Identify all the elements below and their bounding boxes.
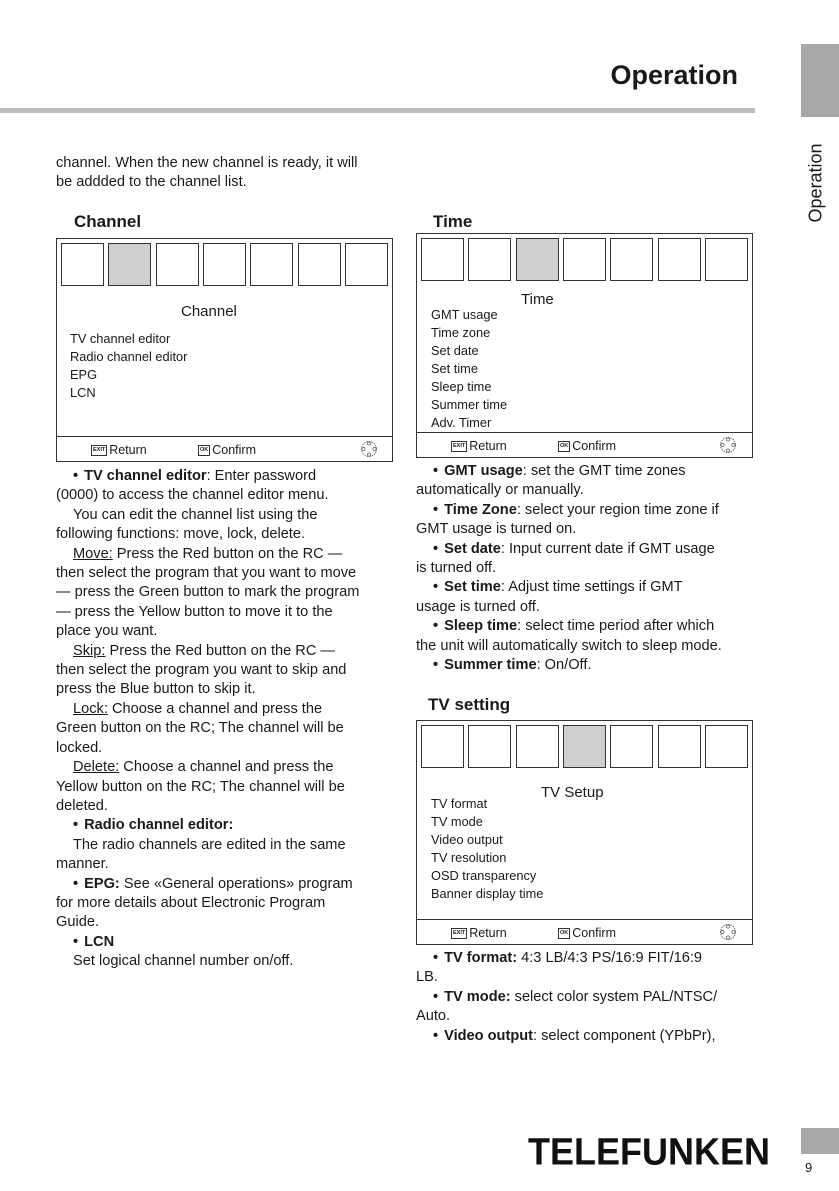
- text: : select component (YPbPr),: [533, 1027, 716, 1044]
- tv-setting-heading: TV setting: [428, 695, 511, 714]
- exit-key-icon: EXIT: [451, 441, 467, 452]
- text-line: locked.: [56, 739, 103, 756]
- tv-setting-description-text: [416, 949, 761, 1046]
- text: Press the Red button on the RC —: [105, 642, 336, 659]
- bullet-tv-channel-editor: • TV channel editor: Enter password: [73, 468, 317, 484]
- bullet-tv-format: • TV format: 4:3 LB/4:3 PS/16:9 FIT/16:9: [433, 950, 703, 966]
- term: TV channel editor: [84, 468, 207, 484]
- menu-tile: [705, 238, 748, 281]
- text-line: Set logical channel number on/off.: [73, 953, 294, 970]
- menu-tile: [468, 238, 511, 281]
- term: Video output: [444, 1027, 534, 1044]
- text-line: press the Blue button to skip it.: [56, 681, 256, 698]
- ok-key-icon: OK: [198, 445, 210, 456]
- term: Sleep time: [444, 618, 518, 635]
- menu-item-list: [70, 330, 187, 402]
- menu-tile: [61, 243, 104, 286]
- menu-tile-row: [61, 243, 388, 286]
- return-hint: [91, 443, 147, 457]
- menu-item: Set time: [431, 361, 478, 376]
- bullet-video-output: • Video output: select component (YPbPr),: [433, 1027, 716, 1044]
- term: GMT usage: [444, 463, 523, 479]
- menu-item: Set date: [431, 343, 479, 358]
- menu-tile-row: [421, 238, 748, 281]
- menu-tile-active: [108, 243, 151, 286]
- menu-tile: [203, 243, 246, 286]
- bullet-lcn: • LCN: [73, 933, 115, 950]
- text-line: is turned off.: [416, 560, 497, 577]
- menu-item: Sleep time: [431, 379, 492, 394]
- menu-item: Adv. Timer: [431, 415, 492, 430]
- menu-item: Time zone: [431, 325, 491, 340]
- menu-tile-row: [421, 725, 748, 768]
- exit-key-icon: EXIT: [451, 928, 467, 939]
- page-number: 9: [805, 1160, 813, 1175]
- return-label: Return: [109, 443, 147, 457]
- text-line: place you want.: [56, 623, 158, 640]
- side-section-label-text: Operation: [805, 143, 826, 223]
- bullet-set-date: • Set date: Input current date if GMT usage: [433, 540, 715, 557]
- menu-item: TV resolution: [431, 850, 507, 865]
- confirm-label: Confirm: [572, 439, 617, 453]
- term: EPG:: [84, 875, 120, 892]
- menu-tile: [345, 243, 388, 286]
- text-line: deleted.: [56, 797, 108, 814]
- text: : Input current date if GMT usage: [500, 540, 715, 557]
- term: TV format:: [444, 950, 518, 966]
- menu-tile: [298, 243, 341, 286]
- menu-title: Channel: [181, 303, 237, 320]
- ok-key-icon: OK: [558, 441, 570, 452]
- text-line: Guide.: [56, 914, 99, 931]
- navigation-pad-icon: [360, 440, 378, 458]
- term: Summer time: [444, 657, 537, 674]
- lock-paragraph: [56, 700, 401, 719]
- bullet-set-time: • Set time: Adjust time settings if GMT: [433, 579, 683, 596]
- text: : select your region time zone if: [516, 501, 719, 518]
- bullet-gmt-usage: • GMT usage: set the GMT time zones: [433, 463, 686, 479]
- menu-tile: [658, 238, 701, 281]
- term: Radio channel editor:: [84, 817, 234, 834]
- footer-tab-marker: [801, 1128, 839, 1154]
- ok-key-icon: OK: [558, 928, 570, 939]
- return-hint: [451, 439, 507, 453]
- time-description-text: [416, 462, 761, 675]
- bullet-radio-channel-editor: • Radio channel editor:: [73, 817, 234, 834]
- term-move: Move:: [73, 545, 113, 562]
- brand-logo: TELEFUNKEN: [528, 1129, 770, 1173]
- confirm-hint: [198, 443, 256, 457]
- return-label: Return: [469, 926, 507, 940]
- return-hint: [451, 926, 507, 940]
- bullet-epg: • EPG: See «General operations» program: [73, 875, 353, 892]
- menu-item: EPG: [70, 367, 98, 382]
- time-heading: Time: [433, 212, 473, 231]
- tv-setup-menu-screenshot: [416, 720, 753, 945]
- text-line: automatically or manually.: [416, 482, 584, 499]
- menu-item: Summer time: [431, 397, 508, 412]
- confirm-hint: [558, 439, 616, 453]
- term-lock: Lock:: [73, 700, 108, 717]
- menu-tile: [516, 725, 559, 768]
- text-line: LB.: [416, 969, 438, 986]
- menu-item: LCN: [70, 385, 96, 400]
- text: select color system PAL/NTSC/: [510, 988, 718, 1005]
- menu-title: Time: [521, 291, 554, 308]
- menu-item: TV format: [431, 796, 488, 811]
- menu-tile: [156, 243, 199, 286]
- menu-item: Video output: [431, 832, 503, 847]
- term-skip: Skip:: [73, 642, 106, 659]
- term-delete: Delete:: [73, 759, 120, 776]
- text-line: usage is turned off.: [416, 598, 540, 615]
- confirm-label: Confirm: [212, 443, 257, 457]
- menu-footer: [417, 432, 752, 457]
- term: LCN: [84, 933, 115, 950]
- text-line: GMT usage is turned on.: [416, 521, 577, 538]
- text-line: Yellow button on the RC; The channel will be: [56, 778, 345, 795]
- menu-tile: [658, 725, 701, 768]
- text-line: Green button on the RC; The channel will be: [56, 720, 344, 737]
- bullet-time-zone: • Time Zone: select your region time zone if: [433, 501, 719, 518]
- menu-tile: [421, 725, 464, 768]
- intro-line: channel. When the new channel is ready, it will: [56, 155, 358, 171]
- exit-key-icon: EXIT: [91, 445, 107, 456]
- text: : Adjust time settings if GMT: [500, 579, 683, 596]
- text-line: — press the Yellow button to move it to the: [56, 603, 333, 620]
- menu-item: OSD transparency: [431, 868, 537, 883]
- text-line: the unit will automatically switch to sleep mode.: [416, 637, 722, 654]
- menu-item: TV mode: [431, 814, 483, 829]
- bullet-sleep-time: • Sleep time: select time period after which: [433, 618, 715, 635]
- text: See «General operations» program: [119, 875, 353, 892]
- term: Time Zone: [444, 501, 517, 518]
- intro-paragraph: [56, 154, 401, 193]
- text-line: then select the program you want to skip and: [56, 662, 347, 679]
- term: TV mode:: [444, 988, 511, 1005]
- side-tab-marker: [801, 44, 839, 117]
- text: Choose a channel and press the: [119, 759, 334, 776]
- text-line: (0000) to access the channel editor menu.: [56, 487, 329, 504]
- text-line: The radio channels are edited in the same: [73, 836, 346, 853]
- header-divider: [0, 108, 755, 113]
- menu-tile: [610, 725, 653, 768]
- skip-paragraph: [56, 642, 401, 661]
- delete-paragraph: [56, 758, 401, 777]
- menu-item-list: [431, 795, 543, 903]
- menu-item-list: [431, 306, 507, 432]
- text: : On/Off.: [536, 657, 592, 674]
- text: 4:3 LB/4:3 PS/16:9 FIT/16:9: [517, 950, 703, 966]
- bullet-tv-mode: • TV mode: select color system PAL/NTSC/: [433, 988, 718, 1005]
- menu-tile: [468, 725, 511, 768]
- menu-tile: [421, 238, 464, 281]
- side-section-label: [800, 128, 832, 238]
- bullet-summer-time: • Summer time: On/Off.: [433, 657, 592, 674]
- text: Choose a channel and press the: [107, 700, 323, 717]
- term: Set date: [444, 540, 501, 557]
- menu-tile: [705, 725, 748, 768]
- text-line: Auto.: [416, 1008, 451, 1025]
- text-line: You can edit the channel list using the: [73, 506, 318, 523]
- menu-item: GMT usage: [431, 307, 498, 322]
- left-column-text: [56, 467, 401, 972]
- text-line: for more details about Electronic Program: [56, 894, 326, 911]
- menu-item: Banner display time: [431, 886, 544, 901]
- confirm-label: Confirm: [572, 926, 617, 940]
- menu-footer: [57, 436, 392, 461]
- move-paragraph: [56, 545, 401, 564]
- text-line: then select the program that you want to move: [56, 565, 357, 582]
- menu-footer: [417, 919, 752, 944]
- menu-tile-active: [516, 238, 559, 281]
- navigation-pad-icon: [719, 436, 737, 454]
- menu-item: Radio channel editor: [70, 349, 188, 364]
- menu-tile: [250, 243, 293, 286]
- channel-heading: Channel: [74, 212, 142, 231]
- confirm-hint: [558, 926, 616, 940]
- menu-title: TV Setup: [541, 784, 604, 801]
- text: : Enter password: [206, 468, 317, 484]
- time-menu-screenshot: [416, 233, 753, 458]
- text-line: following functions: move, lock, delete.: [56, 526, 306, 543]
- channel-menu-screenshot: [56, 238, 393, 462]
- text: : select time period after which: [517, 618, 715, 635]
- menu-tile-active: [563, 725, 606, 768]
- menu-tile: [563, 238, 606, 281]
- term: Set time: [444, 579, 501, 596]
- menu-tile: [610, 238, 653, 281]
- return-label: Return: [469, 439, 507, 453]
- navigation-pad-icon: [719, 923, 737, 941]
- text: Press the Red button on the RC —: [112, 545, 343, 562]
- page-title: Operation: [610, 60, 738, 90]
- menu-item: TV channel editor: [70, 331, 171, 346]
- intro-line: be addded to the channel list.: [56, 174, 247, 191]
- text-line: — press the Green button to mark the program: [56, 584, 360, 601]
- text: : set the GMT time zones: [522, 463, 686, 479]
- text-line: manner.: [56, 856, 109, 873]
